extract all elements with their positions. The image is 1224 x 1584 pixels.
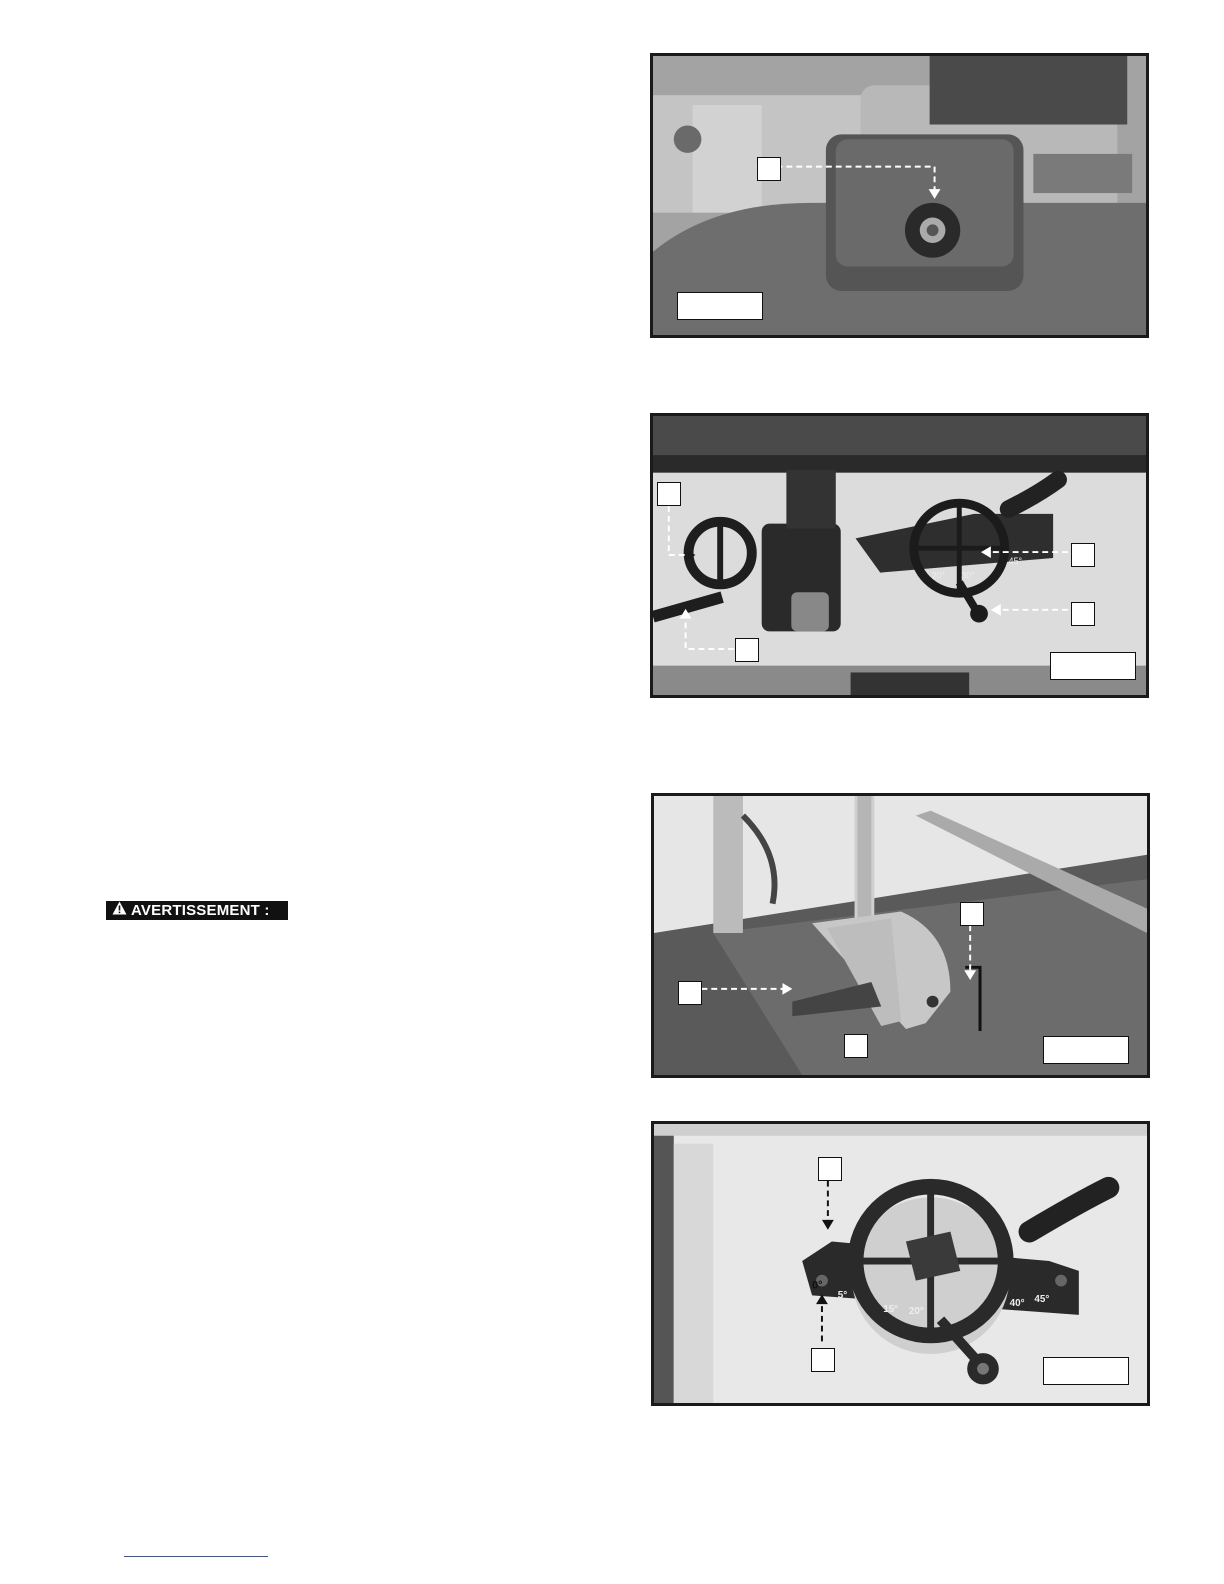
callout-box [757, 157, 781, 181]
fig-d-tick-20: 20° [908, 1305, 924, 1317]
callout-box [818, 1157, 842, 1181]
figure-label-box [677, 292, 763, 320]
callout-box [1071, 543, 1095, 567]
fig-d-tick-5: 5° [837, 1290, 848, 1302]
figure-b-photo [650, 413, 1149, 698]
fig-b-tick-45: 45° [1008, 555, 1023, 566]
callout-box [657, 482, 681, 506]
figure-d-photo [651, 1121, 1150, 1406]
callout-box [678, 981, 702, 1005]
fig-d-tick-45: 45° [1034, 1294, 1050, 1306]
warning-triangle-icon [112, 901, 127, 920]
fig-d-tick-40: 40° [1009, 1298, 1025, 1310]
fig-d-tick-15: 15° [883, 1303, 899, 1315]
fig-b-tick-20: 20° [931, 570, 946, 581]
fig-b-tick-30: 30° [961, 570, 975, 581]
warning-label: AVERTISSEMENT : [131, 902, 270, 919]
figure-c-photo [651, 793, 1150, 1078]
callout-box [735, 638, 759, 662]
warning-badge [106, 901, 288, 920]
callout-box [844, 1034, 868, 1058]
callout-box [811, 1348, 835, 1372]
figure-c-image [654, 796, 1147, 1075]
figure-label-box [1043, 1357, 1129, 1385]
figure-a-photo [650, 53, 1149, 338]
footer-link-rule [124, 1556, 268, 1557]
figure-label-box [1043, 1036, 1129, 1064]
fig-d-tick-0: 0° [812, 1279, 823, 1292]
callout-box [1071, 602, 1095, 626]
figure-label-box [1050, 652, 1136, 680]
callout-box [960, 902, 984, 926]
